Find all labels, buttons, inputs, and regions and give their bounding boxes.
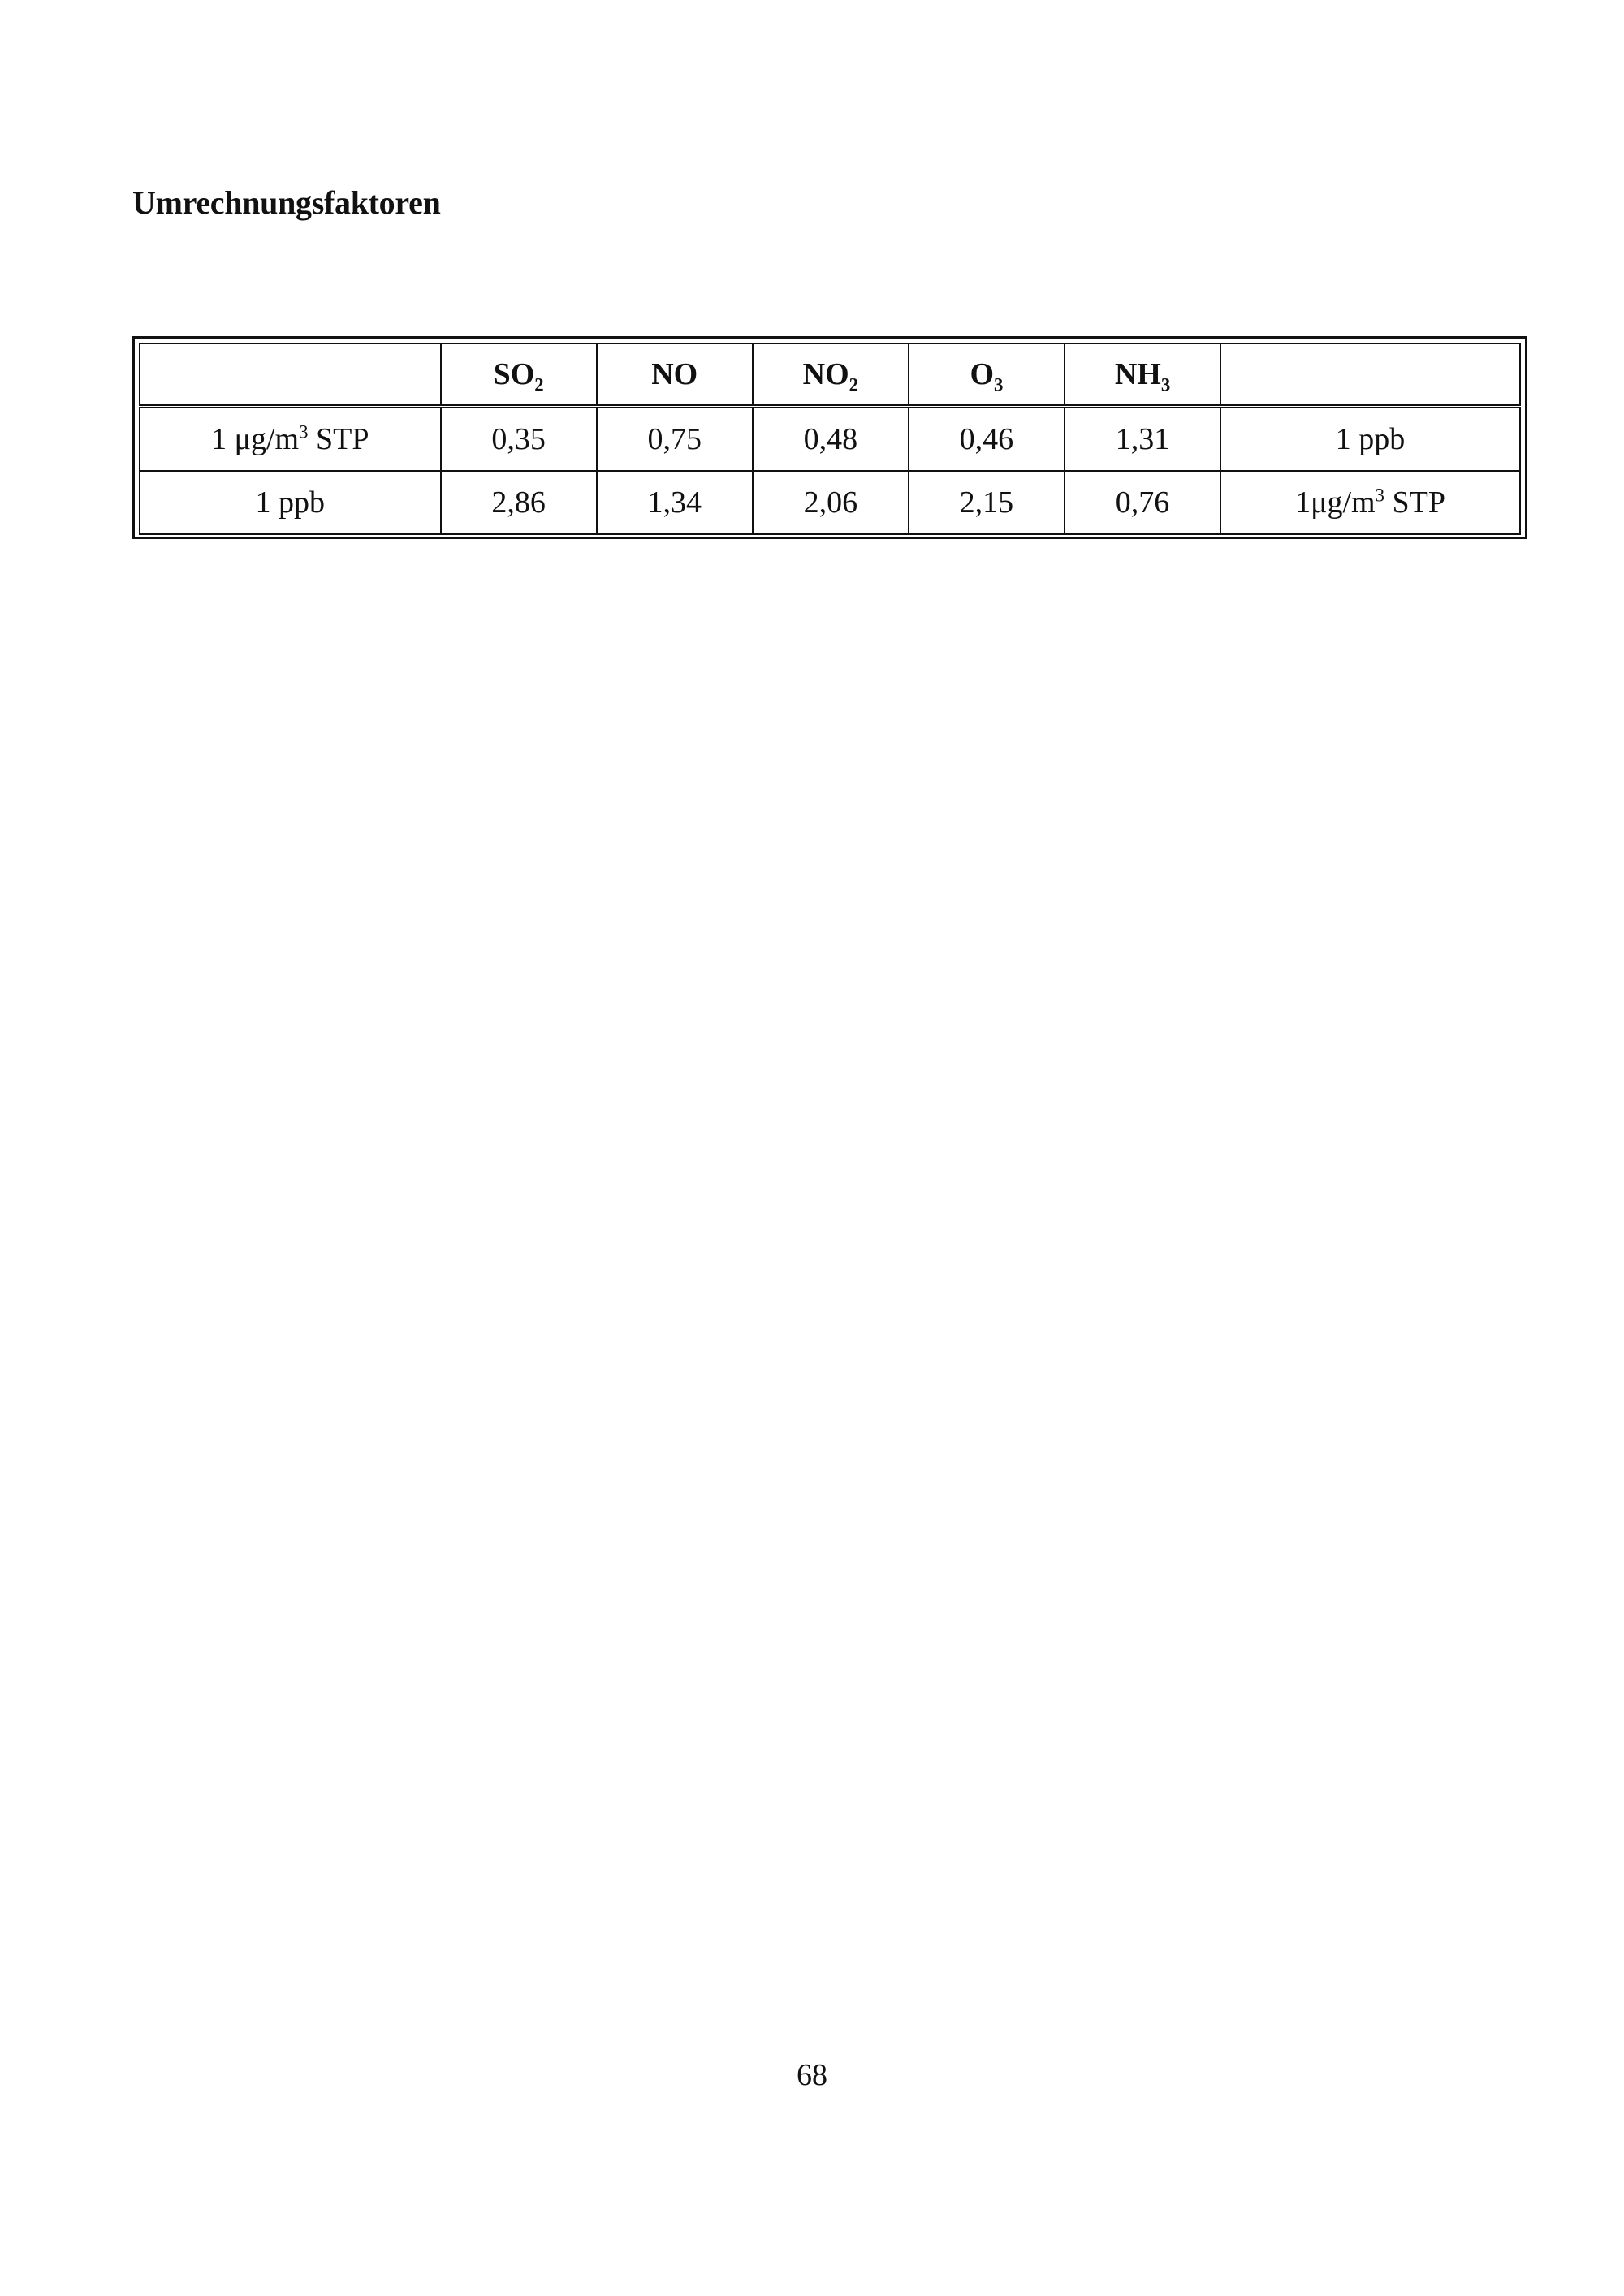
- cell-value: 1,31: [1065, 407, 1220, 472]
- page-number: 68: [797, 2058, 827, 2092]
- conversion-table-frame: [132, 336, 1527, 539]
- row-from-unit: 1 $\mu g/m^3$ STP: [140, 407, 441, 472]
- row-from-unit: 1 ppb: [140, 471, 441, 534]
- table-header-row: [140, 343, 1520, 407]
- header-gas-o3: $O_3$: [909, 343, 1065, 407]
- cell-value: 2,06: [753, 471, 909, 534]
- page-title: Umrechnungsfaktoren: [132, 184, 441, 221]
- header-gas-no: NO: [597, 343, 753, 407]
- header-gas-no2: $NO_2$: [753, 343, 909, 407]
- table-row: [140, 471, 1520, 534]
- row-to-unit: 1 ppb: [1220, 407, 1520, 472]
- cell-value: 1,34: [597, 471, 753, 534]
- cell-value: 2,15: [909, 471, 1065, 534]
- cell-value: 0,35: [441, 407, 597, 472]
- cell-value: 0,75: [597, 407, 753, 472]
- header-gas-nh3: $NH_3$: [1065, 343, 1220, 407]
- header-gas-so2: $SO_2$: [441, 343, 597, 407]
- cell-value: 0,48: [753, 407, 909, 472]
- header-blank-left: [140, 343, 441, 407]
- cell-value: 0,76: [1065, 471, 1220, 534]
- cell-value: 0,46: [909, 407, 1065, 472]
- table-row: [140, 407, 1520, 472]
- conversion-factor-table: [139, 343, 1521, 535]
- header-blank-right: [1220, 343, 1520, 407]
- row-to-unit: $1\mu g/m^3$ STP: [1220, 471, 1520, 534]
- cell-value: 2,86: [441, 471, 597, 534]
